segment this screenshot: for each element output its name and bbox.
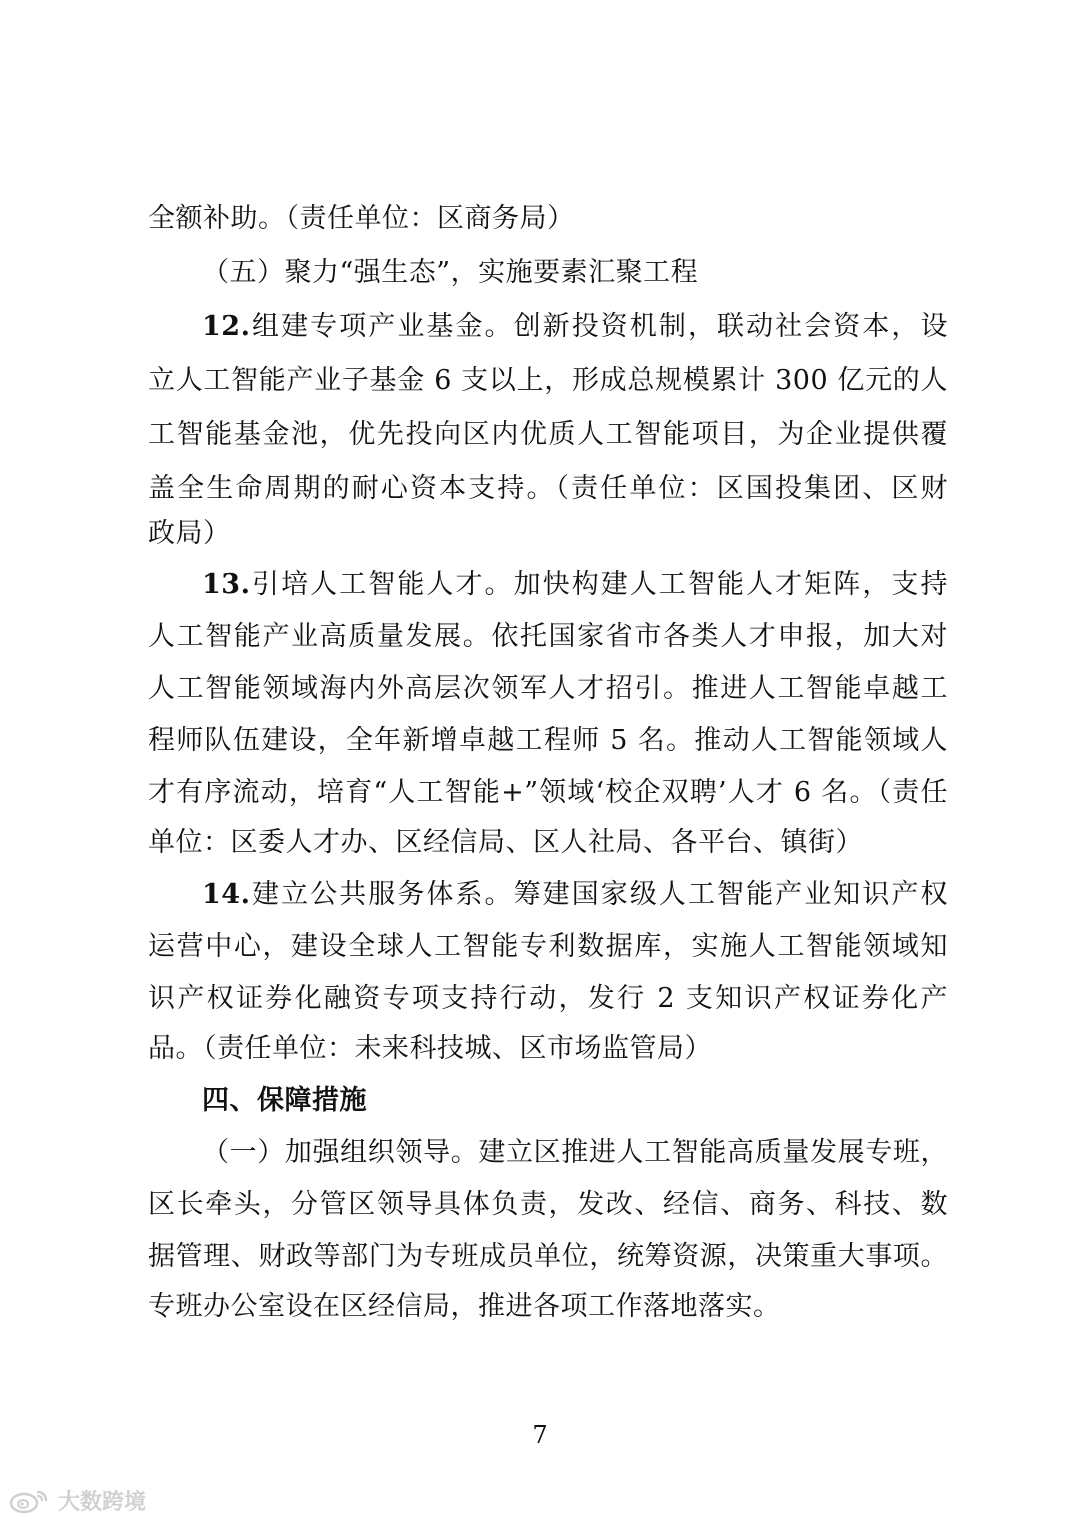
paragraph-line [148,662,948,716]
paragraph-line [148,408,948,462]
paragraph-line [148,354,948,408]
line-text: 建立公共服务体系。筹建国家级人工智能产业知识产权 [250,879,948,910]
page-number: 7 [532,1421,548,1449]
paragraph-line [202,1126,948,1180]
line-text: 全额补助。（责任单位：区商务局） [148,203,575,234]
paragraph-line [148,1022,948,1076]
line-text: 程师队伍建设，全年新增卓越工程师 5 名。推动人工智能领域人 [148,725,948,756]
paragraph-line [148,610,948,664]
watermark-text: 大数跨境 [58,1489,147,1515]
paragraph-line [202,868,948,922]
line-text: 才有序流动，培育“人工智能+”领域‘校企双聘’人才 6 名。（责任 [148,777,948,808]
paragraph-line [148,192,948,246]
paragraph-line [202,300,948,354]
item-number: 14. [202,879,251,910]
line-text: 组建专项产业基金。创新投资机制，联动社会资本，设 [250,311,948,342]
paragraph-line [148,920,948,974]
paragraph-line [148,972,948,1026]
line-text: 运营中心，建设全球人工智能专利数据库，实施人工智能领域知 [148,931,948,962]
weibo-logo-icon [8,1486,52,1514]
line-text: 据管理、财政等部门为专班成员单位，统筹资源，决策重大事项。 [148,1241,948,1272]
line-text: 四、保障措施 [202,1085,367,1116]
paragraph-line [148,1280,948,1334]
paragraph-line [148,507,948,561]
line-text: 人工智能产业高质量发展。依托国家省市各类人才申报，加大对 [148,621,948,652]
line-text: （一）加强组织领导。建立区推进人工智能高质量发展专班， [202,1137,948,1168]
paragraph-line [148,714,948,768]
line-text: 人工智能领域海内外高层次领军人才招引。推进人工智能卓越工 [148,673,948,704]
paragraph-line [148,1178,948,1232]
item-number: 12. [202,311,251,342]
subsection-heading [202,246,948,300]
line-text: 品。（责任单位：未来科技城、区市场监管局） [148,1033,712,1064]
paragraph-line [148,766,948,820]
line-text: 盖全生命周期的耐心资本支持。（责任单位：区国投集团、区财 [148,473,948,504]
paragraph-line [148,1230,948,1284]
line-text: 专班办公室设在区经信局，推进各项工作落地落实。 [148,1291,781,1322]
paragraph-line [148,816,948,870]
line-text: 区长牵头，分管区领导具体负责，发改、经信、商务、科技、数 [148,1189,948,1220]
line-text: 工智能基金池，优先投向区内优质人工智能项目，为企业提供覆 [148,419,948,450]
line-text: （五）聚力“强生态”，实施要素汇聚工程 [202,257,699,288]
paragraph-line [202,558,948,612]
item-number: 13. [202,569,251,600]
watermark [8,1484,146,1516]
line-text: 识产权证券化融资专项支持行动，发行 2 支知识产权证券化产 [148,983,948,1014]
line-text: 引培人工智能人才。加快构建人工智能人才矩阵，支持 [250,569,948,600]
line-text: 单位：区委人才办、区经信局、区人社局、各平台、镇街） [148,827,863,858]
section-heading [202,1074,948,1128]
line-text: 立人工智能产业子基金 6 支以上，形成总规模累计 300 亿元的人 [148,365,948,396]
line-text: 政局） [148,518,231,549]
